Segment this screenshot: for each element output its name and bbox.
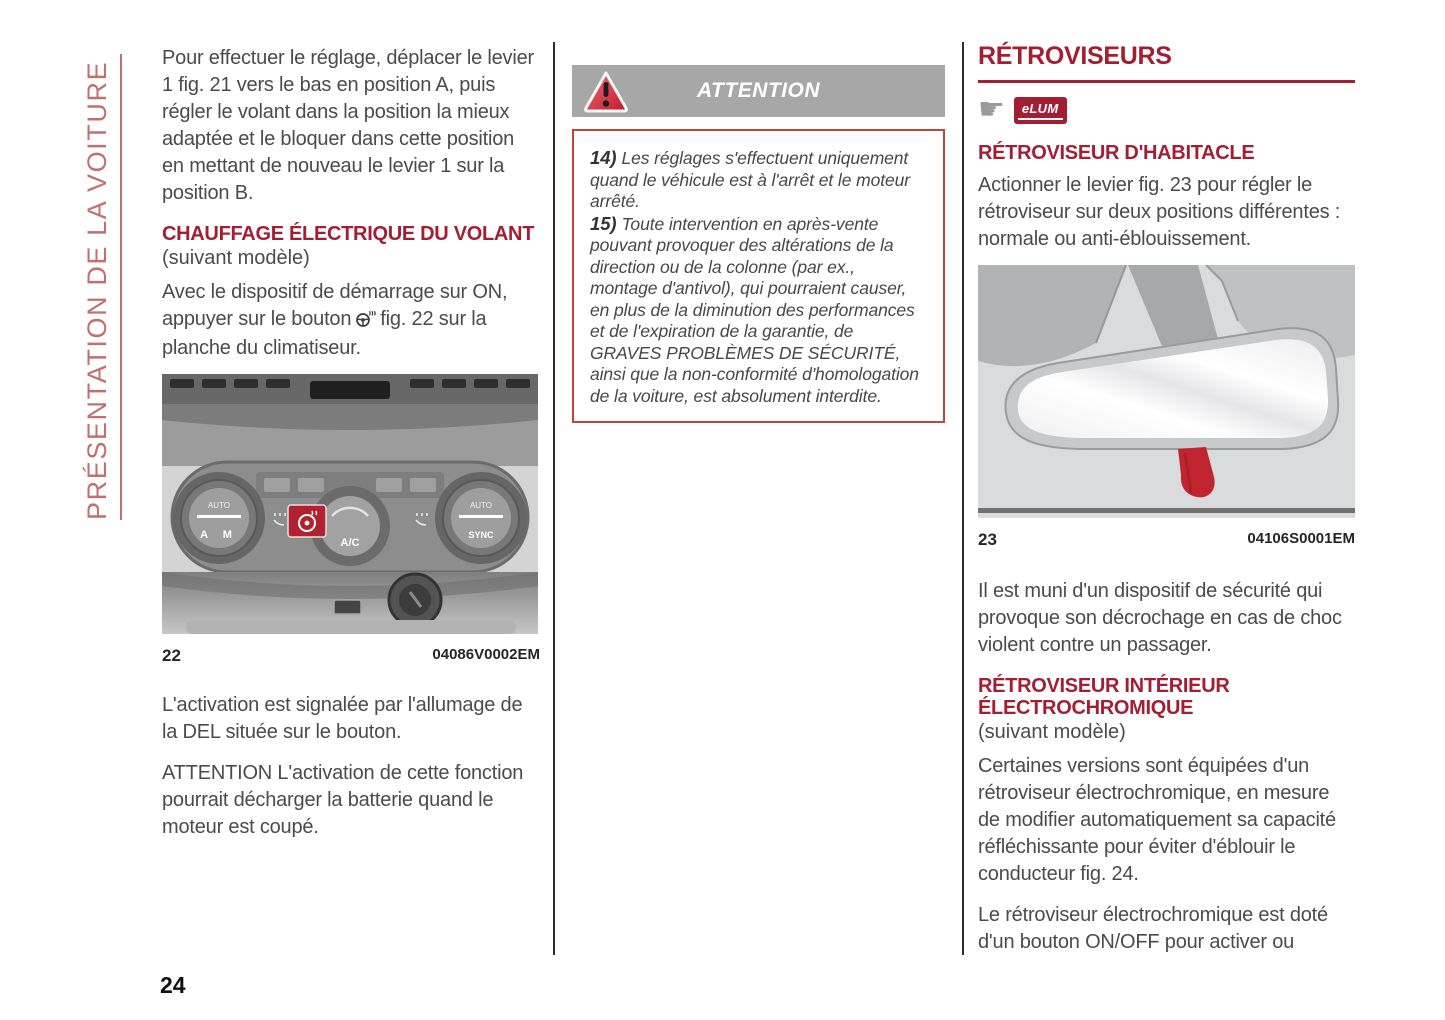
paragraph-led-activation: L'activation est signalée par l'allumage de la DEL située sur le bouton.	[162, 694, 523, 743]
heading-retroviseur-habitacle: RÉTROVISEUR D'HABITACLE	[978, 142, 1255, 164]
note-14: 14) Les réglages s'effectuent uniquement quand le véhicule est à l'arrêt et le moteur arrêté.	[590, 147, 910, 211]
figure-23	[978, 265, 1355, 550]
column-3	[978, 42, 1355, 956]
variant-note: (suivant modèle)	[162, 247, 310, 269]
paragraph-attention-batterie: ATTENTION L'activation de cette fonction pourrait décharger la batterie quand le moteur est coupé.	[162, 762, 524, 838]
figure-22	[162, 374, 540, 666]
column-2	[572, 65, 945, 423]
figure-22-number: 22	[162, 646, 181, 665]
rearview-mirror-image	[978, 265, 1355, 518]
chapter-title-rule	[120, 54, 122, 520]
figure-23-code: 04106S0001EM	[1247, 530, 1355, 547]
paragraph-steering-adjust: Pour effectuer le réglage, déplacer le levier 1 fig. 21 vers le bas en position A, puis régler le volant dans la position la mieux adaptée et le bloquer dans cette position en mettant de nouveau le levier 1 sur la position B.	[162, 47, 534, 204]
pointing-hand-icon: ☛	[978, 92, 1005, 127]
paragraph-bouton-onoff: Le rétroviseur électrochromique est doté d'un bouton ON/OFF pour activer ou	[978, 904, 1328, 953]
figure-23-caption	[978, 530, 1355, 550]
paragraph-bouton-chauffage: Avec le dispositif de démarrage sur ON, appuyer sur le bouton fig. 22 sur la planche du climatiseur.	[162, 281, 508, 359]
figure-22-code: 04086V0002EM	[432, 646, 540, 663]
attention-notes-box	[572, 129, 945, 423]
center-knob-label: A/C	[340, 537, 360, 549]
left-knob-label-top: AUTO	[207, 501, 231, 510]
note-15: 15) Toute intervention en après-vente pouvant provoquer des altérations de la direction ou de la colonne (par ex., montage d'antivol), qui pourraient causer, en plus de la diminution des performances et de l'expiration de la garantie, de GRAVES PROBLÈMES DE SÉCURITÉ, ainsi que la non-conformité d'homologation de la voiture, est absolument interdite.	[590, 212, 919, 406]
heated-steering-wheel-icon	[355, 308, 376, 335]
heading-retroviseurs: RÉTROVISEURS	[978, 42, 1355, 83]
variant-note-2: (suivant modèle)	[978, 721, 1126, 743]
climate-panel-image	[162, 374, 538, 634]
reference-icons-row	[978, 94, 1355, 126]
heading-chauffage-volant: CHAUFFAGE ÉLECTRIQUE DU VOLANT	[162, 223, 535, 245]
heading-retroviseur-electrochromique: RÉTROVISEUR INTÉRIEUR ÉLECTROCHROMIQUE	[978, 675, 1230, 719]
right-knob-label-bottom: SYNC	[468, 530, 494, 540]
column-1	[162, 45, 540, 841]
paragraph-levier-fig23: Actionner le levier fig. 23 pour régler le rétroviseur sur deux positions différentes : normale ou anti-éblouissement.	[978, 174, 1341, 250]
attention-header-bar	[572, 65, 945, 117]
chapter-title-vertical: PRÉSENTATION DE LA VOITURE	[82, 60, 112, 520]
figure-22-caption	[162, 646, 540, 666]
attention-title: ATTENTION	[696, 79, 821, 102]
warning-triangle-icon	[582, 70, 630, 119]
paragraph-electrochromique: Certaines versions sont équipées d'un rétroviseur électrochromique, en mesure de modifier automatiquement sa capacité réfléchissante pour éviter d'éblouir le conducteur fig. 24.	[978, 755, 1336, 885]
elum-book-icon: eLUM	[1014, 97, 1067, 124]
figure-23-number: 23	[978, 530, 997, 549]
page-number: 24	[160, 972, 186, 998]
paragraph-dispositif-securite: Il est muni d'un dispositif de sécurité qui provoque son décrochage en cas de choc violent contre un passager.	[978, 580, 1342, 656]
column-divider-1	[553, 42, 555, 955]
column-divider-2	[962, 42, 964, 955]
right-knob-label-top: AUTO	[469, 501, 493, 510]
left-knob-label-bottom: A M	[200, 529, 238, 541]
